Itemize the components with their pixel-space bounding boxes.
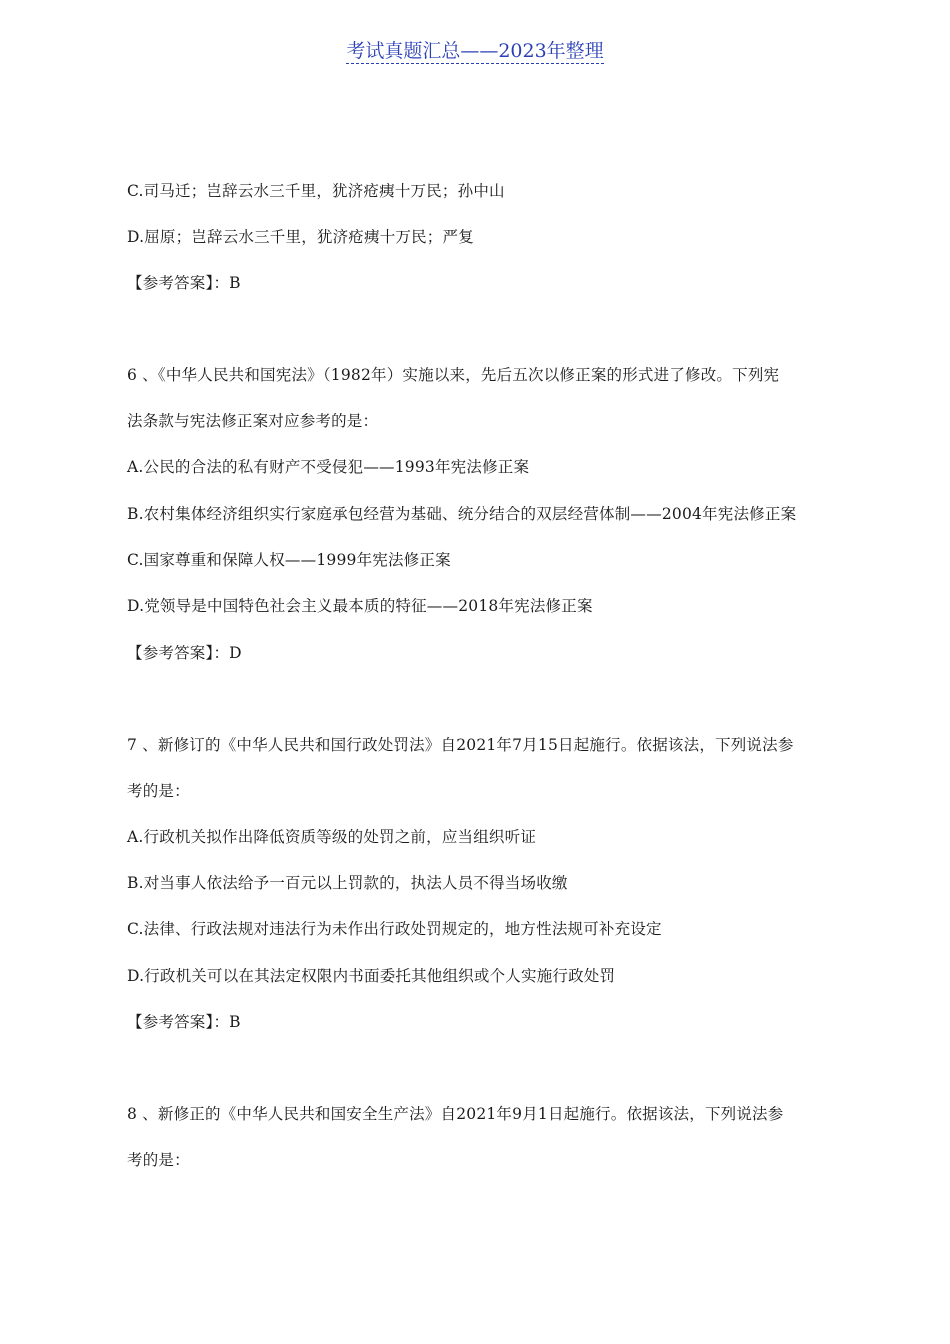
q7-option-a: A.行政机关拟作出降低资质等级的处罚之前，应当组织听证 [127, 828, 537, 846]
q6-option-a: A.公民的合法的私有财产不受侵犯——1993年宪法修正案 [127, 458, 530, 476]
q7-option-c: C.法律、行政法规对违法行为未作出行政处罚规定的，地方性法规可补充设定 [127, 920, 662, 938]
q6-stem-line2: 法条款与宪法修正案对应参考的是： [127, 412, 379, 430]
q7-answer: 【参考答案】：B [127, 1013, 241, 1031]
q6-option-d: D.党领导是中国特色社会主义最本质的特征——2018年宪法修正案 [127, 597, 593, 615]
header-title-text[interactable]: 考试真题汇总——2023年整理 [346, 40, 604, 62]
q5-answer: 【参考答案】：B [127, 274, 241, 292]
q7-option-d: D.行政机关可以在其法定权限内书面委托其他组织或个人实施行政处罚 [127, 967, 616, 985]
q7-stem-line2: 考的是： [127, 782, 190, 800]
q6-option-c: C.国家尊重和保障人权——1999年宪法修正案 [127, 551, 451, 569]
q5-option-c: C.司马迁；岂辞云水三千里，犹济疮痍十万民；孙中山 [127, 182, 505, 200]
q7-stem-line1: 7 、新修订的《中华人民共和国行政处罚法》自2021年7月15日起施行。依据该法，下列说法参 [127, 736, 794, 754]
q6-answer: 【参考答案】：D [127, 644, 242, 662]
q6-stem-line1: 6 、《中华人民共和国宪法》（1982年）实施以来，先后五次以修正案的形式进了修改。下列宪 [127, 366, 780, 384]
q6-option-b: B.农村集体经济组织实行家庭承包经营为基础、统分结合的双层经营体制——2004年宪法修正案 [127, 505, 797, 523]
header-title-link[interactable] [0, 38, 950, 64]
q7-option-b: B.对当事人依法给予一百元以上罚款的，执法人员不得当场收缴 [127, 874, 568, 892]
q8-stem-line2: 考的是： [127, 1151, 190, 1169]
q8-stem-line1: 8 、新修正的《中华人民共和国安全生产法》自2021年9月1日起施行。依据该法，下列说法参 [127, 1105, 784, 1123]
q5-option-d: D.屈原；岂辞云水三千里，犹济疮痍十万民；严复 [127, 228, 474, 246]
